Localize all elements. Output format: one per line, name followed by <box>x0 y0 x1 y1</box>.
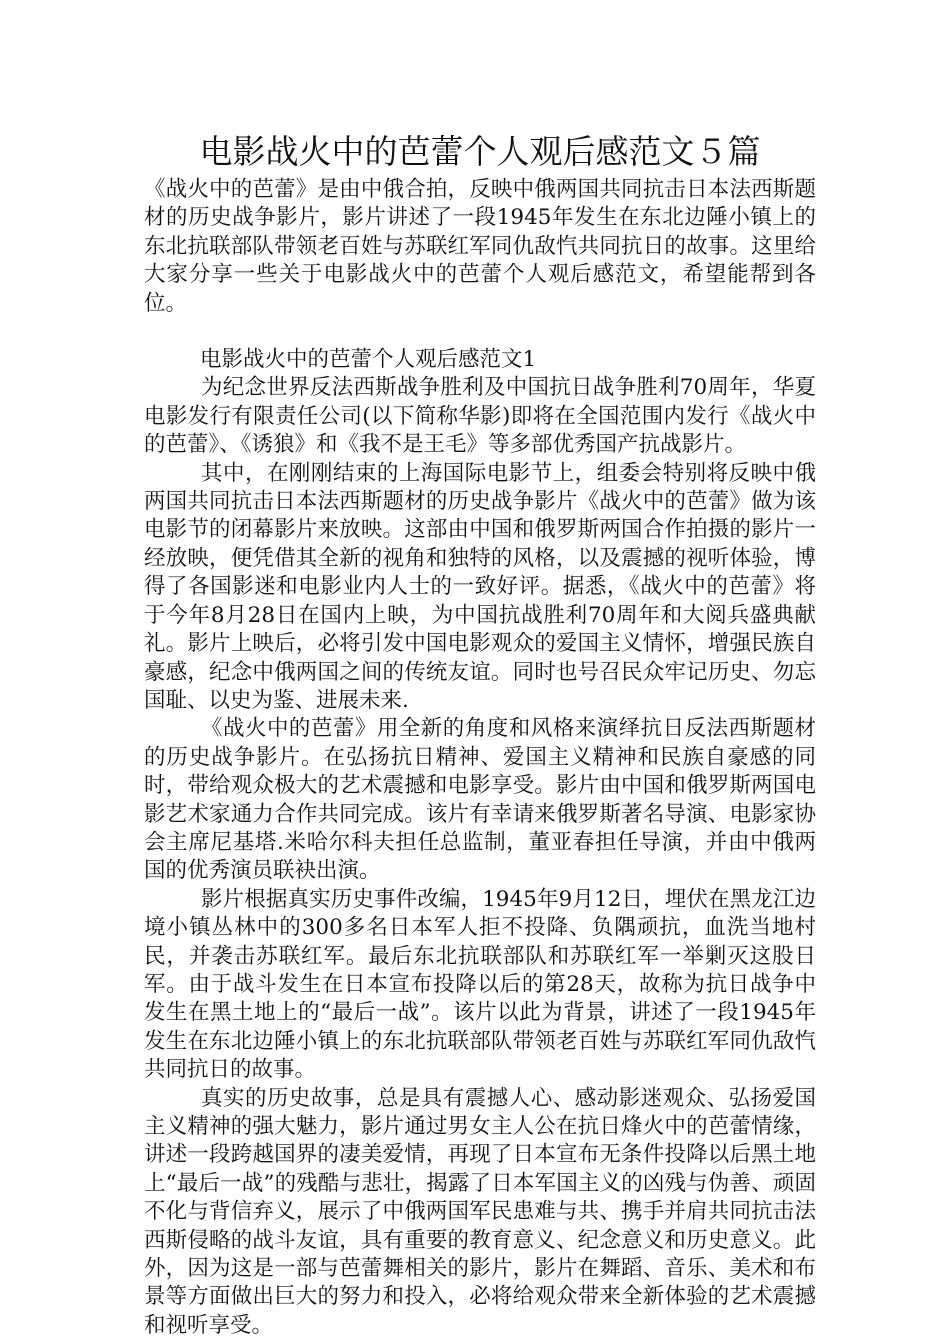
body-paragraph-3: 《战火中的芭蕾》用全新的角度和风格来演绎抗日反法西斯题材的历史战争影片。在弘扬抗日精神、爱国主义精神和民族自豪感的同时，带给观众极大的艺术震撼和电影享受。影片由中国和俄罗斯两国电影艺术家通力合作共同完成。该片有幸请来俄罗斯著名导演、电影家协会主席尼基塔.米哈尔科夫担任总监制，董亚春担任导演，并由中俄两国的优秀演员联袂出演。 <box>144 716 816 884</box>
section-heading: 电影战火中的芭蕾个人观后感范文1 <box>200 347 537 373</box>
document-page <box>144 130 816 1340</box>
body-paragraph-1: 为纪念世界反法西斯战争胜利及中国抗日战争胜利70周年，华夏电影发行有限责任公司(以下简称华影)即将在全国范围内发行《战火中的芭蕾》、《诱狼》和《我不是王毛》等多部优秀国产抗战影片。 <box>144 375 816 458</box>
body-paragraph-4: 影片根据真实历史事件改编，1945年9月12日，埋伏在黑龙江边境小镇丛林中的300多名日本军人拒不投降、负隅顽抗，血洗当地村民，并袭击苏联红军。最后东北抗联部队和苏联红军一举剿灭这股日军。由于战斗发生在日本宣布投降以后的第28天，故称为抗日战争中发生在黑土地上的“最后一战”。该片以此为背景，讲述了一段1945年发生在东北边陲小镇上的东北抗联部队带领老百姓与苏联红军同仇敌忾共同抗日的故事。 <box>144 886 816 1083</box>
body-paragraph-2: 其中，在刚刚结束的上海国际电影节上，组委会特别将反映中俄两国共同抗击日本法西斯题材的历史战争影片《战火中的芭蕾》做为该电影节的闭幕影片来放映。这部由中国和俄罗斯两国合作拍摄的影片一经放映，便凭借其全新的视角和独特的风格，以及震撼的视听体验，博得了各国影迷和电影业内人士的一致好评。据悉，《战火中的芭蕾》将于今年8月28日在国内上映，为中国抗战胜利70周年和大阅兵盛典献礼。影片上映后，必将引发中国电影观众的爱国主义情怀，增强民族自豪感，纪念中俄两国之间的传统友谊。同时也号召民众牢记历史、勿忘国耻、以史为鉴、进展未来. <box>144 460 816 713</box>
body-paragraph-5: 真实的历史故事，总是具有震撼人心、感动影迷观众、弘扬爱国主义精神的强大魅力，影片通过男女主人公在抗日烽火中的芭蕾情缘，讲述一段跨越国界的凄美爱情，再现了日本宣布无条件投降以后黑土地上“最后一战”的残酷与悲壮，揭露了日本军国主义的凶残与伪善、顽固不化与背信弃义，展示了中俄两国军民患难与共、携手并肩共同抗击法西斯侵略的战斗友谊，具有重要的教育意义、纪念意义和历史意义。此外，因为这是一部与芭蕾舞相关的影片，影片在舞蹈、音乐、美术和布景等方面做出巨大的努力和投入，必将给观众带来全新体验的艺术震撼和视听享受。 <box>144 1085 816 1338</box>
intro-paragraph: 《战火中的芭蕾》是由中俄合拍，反映中俄两国共同抗击日本法西斯题材的历史战争影片，影片讲述了一段1945年发生在东北边陲小镇上的东北抗联部队带领老百姓与苏联红军同仇敌忾共同抗日的故事。这里给大家分享一些关于电影战火中的芭蕾个人观后感范文，希望能帮到各位。 <box>144 177 816 316</box>
blank-line <box>144 318 816 346</box>
document-title: 电影战火中的芭蕾个人观后感范文５篇 <box>199 132 761 171</box>
